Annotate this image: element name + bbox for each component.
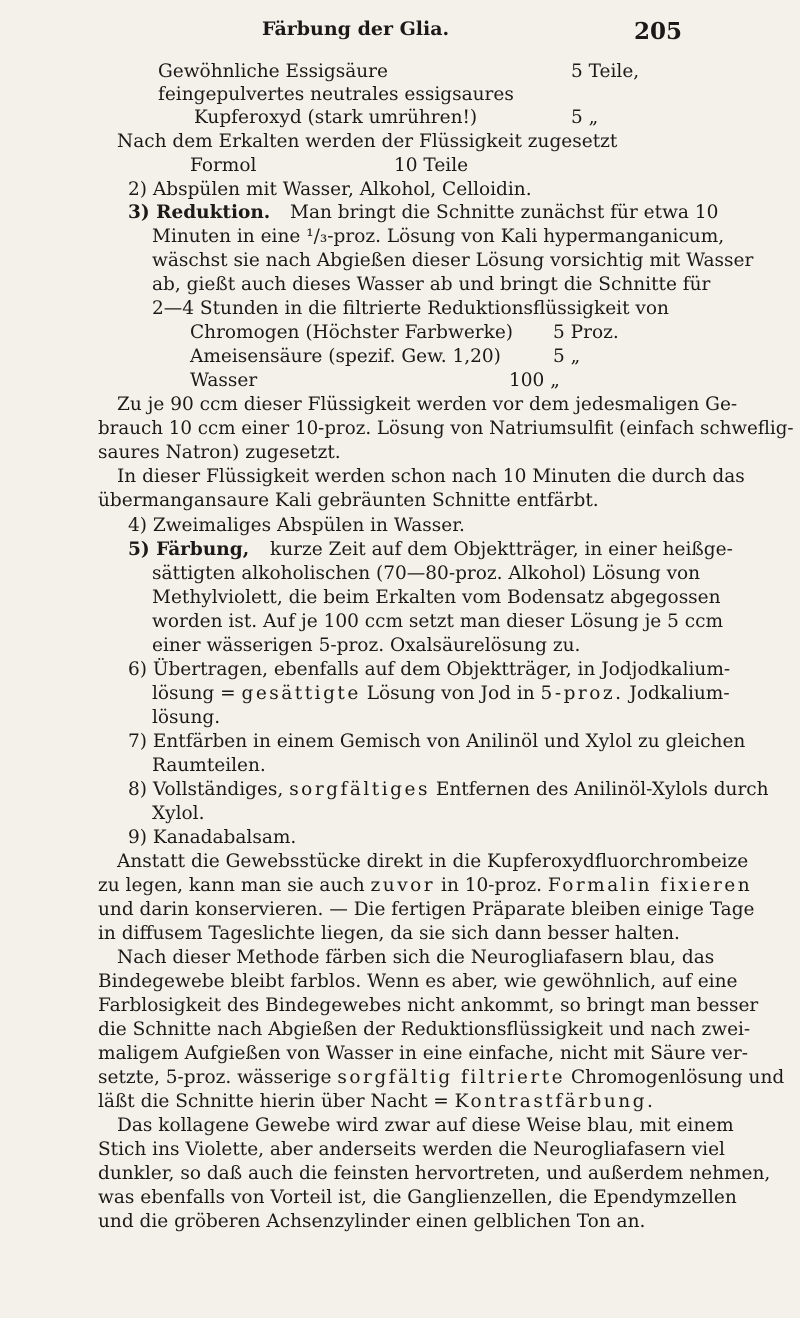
paragraph-line	[98, 874, 752, 898]
emphasis-text: sorgfältig filtrierte	[337, 1067, 566, 1088]
paragraph-line: In dieser Flüssigkeit werden schon nach 10 Minuten die durch das	[117, 466, 745, 487]
text-run: zu legen, kann man sie auch	[98, 875, 371, 896]
step-8-line: Xylol.	[152, 803, 205, 824]
text-run: läßt die Schnitte hierin über Nacht =	[98, 1091, 455, 1112]
reagent-name: Chromogen (Höchster Farbwerke)	[190, 322, 513, 343]
reagent-amount: 5 „	[553, 346, 581, 367]
reagent-amount: 5 Teile,	[571, 61, 640, 82]
text-run: Entfernen des Anilinöl-Xylols durch	[429, 779, 769, 800]
text-run: 8) Vollständiges,	[128, 779, 290, 800]
step-3-line: ab, gießt auch dieses Wasser ab und bringt die Schnitte für	[152, 274, 711, 295]
reagent-amount: 10 Teile	[394, 155, 469, 176]
text-run: lösung =	[152, 683, 242, 704]
step-8-line	[128, 778, 769, 802]
reagent-name: Wasser	[190, 370, 258, 391]
emphasis-text: sorgfältiges	[289, 779, 430, 800]
step-6-line: 6) Übertragen, ebenfalls auf dem Objektträger, in Jodjodkalium-	[128, 659, 731, 680]
text-run: in 10-proz.	[435, 875, 548, 896]
paragraph-line: was ebenfalls von Vorteil ist, die Ganglienzellen, die Ependymzellen	[98, 1187, 737, 1208]
paragraph-line: Bindegewebe bleibt farblos. Wenn es aber, wie gewöhnlich, auf eine	[98, 971, 738, 992]
step-3-label: 3) Reduktion.	[128, 202, 271, 223]
reagent-amount: 5 „	[571, 107, 599, 128]
step-3-line: Minuten in eine ¹/₃-proz. Lösung von Kali hypermanganicum,	[152, 226, 725, 247]
running-header	[0, 18, 800, 58]
paragraph-line: Stich ins Violette, aber anderseits werden die Neurogliafasern viel	[98, 1139, 725, 1160]
header-title: Färbung der Glia.	[262, 18, 450, 40]
paragraph-line: in diffusem Tageslichte liegen, da sie sich dann besser halten.	[98, 923, 680, 944]
step-2: 2) Abspülen mit Wasser, Alkohol, Celloidin.	[128, 179, 532, 200]
step-9: 9) Kanadabalsam.	[128, 827, 297, 848]
paragraph-line: und darin konservieren. — Die fertigen Präparate bleiben einige Tage	[98, 899, 755, 920]
paragraph-line: und die gröberen Achsenzylinder einen gelblichen Ton an.	[98, 1211, 646, 1232]
step-5-line: Methylviolett, die beim Erkalten vom Bodensatz abgegossen	[152, 587, 721, 608]
paragraph-line: maligem Aufgießen von Wasser in eine einfache, nicht mit Säure ver-	[98, 1043, 748, 1064]
paragraph-line: Farblosigkeit des Bindegewebes nicht ankommt, so bringt man besser	[98, 995, 759, 1016]
step-5-line: sättigten alkoholischen (70—80-proz. Alkohol) Lösung von	[152, 563, 701, 584]
paragraph-line: Zu je 90 ccm dieser Flüssigkeit werden vor dem jedesmaligen Ge-	[117, 394, 738, 415]
paragraph-line: übermangansaure Kali gebräunten Schnitte entfärbt.	[98, 490, 599, 511]
paragraph-line: Anstatt die Gewebsstücke direkt in die Kupferoxydfluorchrombeize	[117, 851, 749, 872]
paragraph-line: Das kollagene Gewebe wird zwar auf diese Weise blau, mit einem	[117, 1115, 734, 1136]
paragraph-line: Nach dem Erkalten werden der Flüssigkeit zugesetzt	[117, 131, 618, 152]
step-4: 4) Zweimaliges Abspülen in Wasser.	[128, 515, 465, 536]
reagent-amount: 100 „	[509, 370, 560, 391]
emphasis-text: 5-proz.	[540, 683, 624, 704]
reagent-name: Ameisensäure (spezif. Gew. 1,20)	[190, 346, 501, 367]
step-3-line: Man bringt die Schnitte zunächst für etwa 10	[290, 202, 719, 223]
reagent-name: Formol	[190, 155, 257, 176]
paragraph-line: brauch 10 ccm einer 10-proz. Lösung von Natriumsulfit (einfach schweflig-	[98, 418, 794, 439]
step-7-line: 7) Entfärben in einem Gemisch von Anilinöl und Xylol zu gleichen	[128, 731, 746, 752]
paragraph-line	[98, 1090, 655, 1114]
paragraph-line	[98, 1066, 784, 1090]
paragraph-line: die Schnitte nach Abgießen der Reduktionsflüssigkeit und nach zwei-	[98, 1019, 751, 1040]
reagent-name: Gewöhnliche Essigsäure	[158, 61, 388, 82]
text-run: setzte, 5-proz. wässerige	[98, 1067, 338, 1088]
step-3-line: wäschst sie nach Abgießen dieser Lösung vorsichtig mit Wasser	[152, 250, 754, 271]
paragraph-line: Nach dieser Methode färben sich die Neurogliafasern blau, das	[117, 947, 715, 968]
emphasis-text: gesättigte	[241, 683, 361, 704]
text-run: Jodkalium-	[623, 683, 730, 704]
emphasis-text: zuvor	[370, 875, 436, 896]
step-5-line: kurze Zeit auf dem Objektträger, in einer heißge-	[270, 539, 733, 560]
text-run: Chromogenlösung und	[565, 1067, 785, 1088]
step-6-line: lösung.	[152, 707, 221, 728]
reagent-name: feingepulvertes neutrales essigsaures	[158, 84, 514, 105]
emphasis-text: Kontrastfärbung.	[454, 1091, 656, 1112]
paragraph-line: saures Natron) zugesetzt.	[98, 442, 341, 463]
reagent-amount: 5 Proz.	[553, 322, 619, 343]
step-5-line: einer wässerigen 5-proz. Oxalsäurelösung zu.	[152, 635, 581, 656]
step-6-line	[152, 682, 730, 706]
step-7-line: Raumteilen.	[152, 755, 266, 776]
emphasis-text: Formalin fixieren	[547, 875, 753, 896]
page-number: 205	[634, 18, 683, 45]
paragraph-line: dunkler, so daß auch die feinsten hervortreten, und außerdem nehmen,	[98, 1163, 771, 1184]
reagent-name: Kupferoxyd (stark umrühren!)	[194, 107, 478, 128]
step-3-line: 2—4 Stunden in die filtrierte Reduktionsflüssigkeit von	[152, 298, 669, 319]
text-run: Lösung von Jod in	[360, 683, 541, 704]
step-5-line: worden ist. Auf je 100 ccm setzt man dieser Lösung je 5 ccm	[152, 611, 724, 632]
step-5-label: 5) Färbung,	[128, 539, 250, 560]
